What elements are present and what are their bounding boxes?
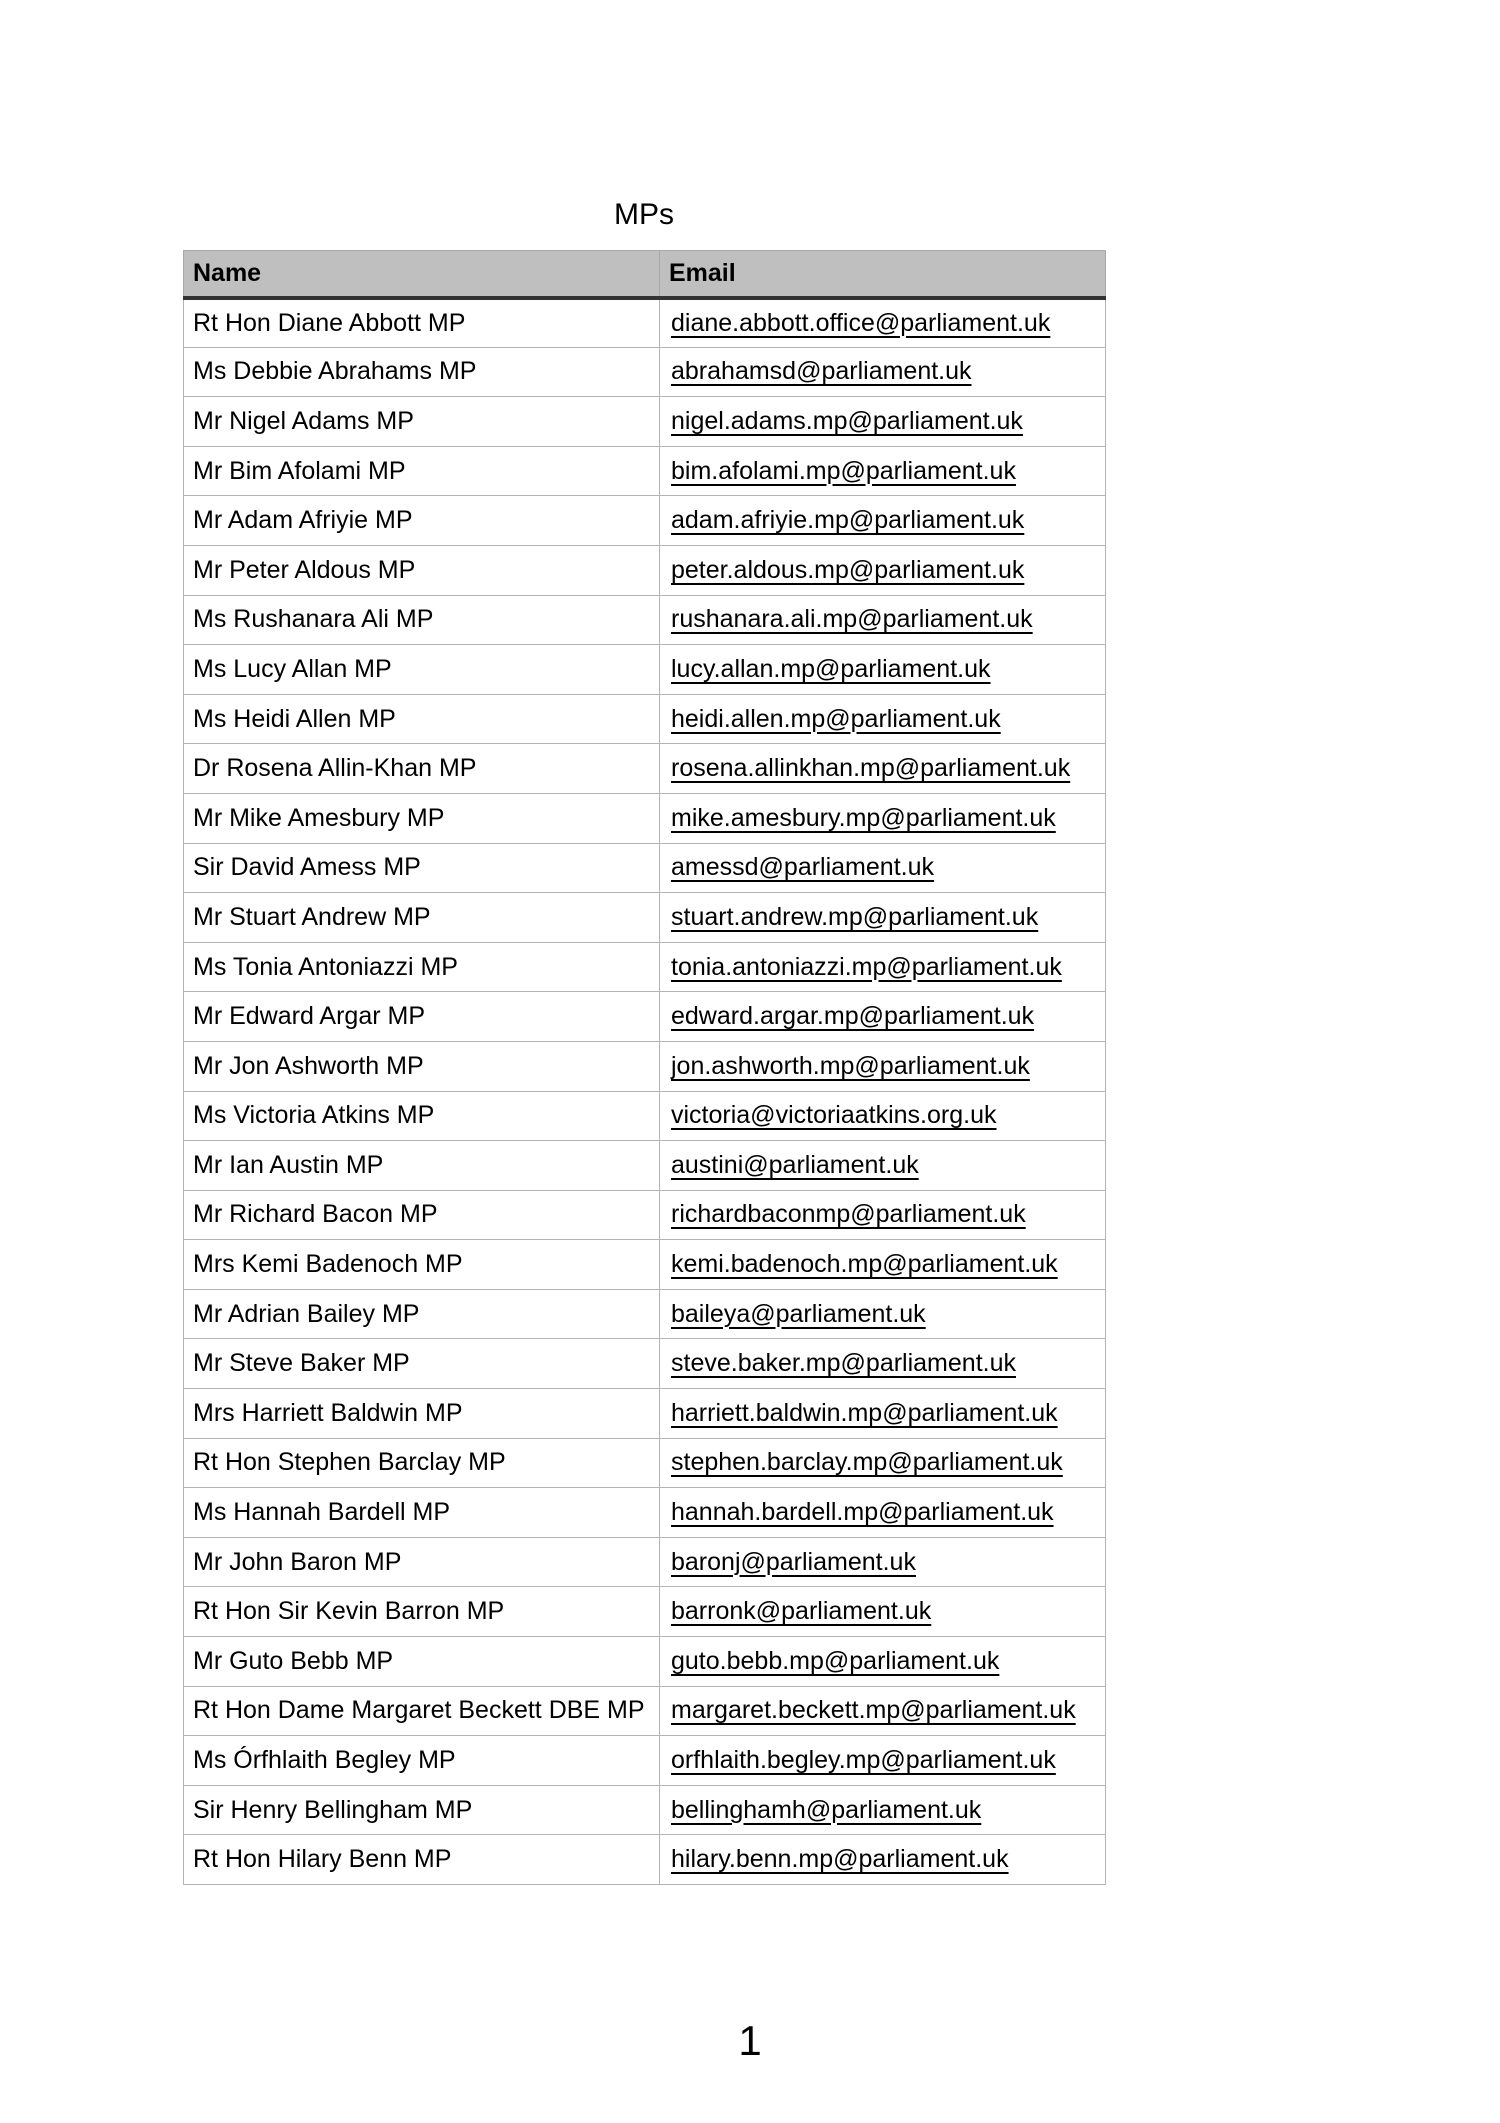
page-title: MPs bbox=[614, 198, 674, 231]
email-cell bbox=[660, 1537, 1106, 1587]
email-link[interactable]: baileya@parliament.uk bbox=[671, 1299, 926, 1328]
email-link[interactable]: adam.afriyie.mp@parliament.uk bbox=[671, 506, 1025, 535]
mp-name: Mr Richard Bacon MP bbox=[184, 1190, 660, 1240]
table-row bbox=[184, 1240, 1106, 1290]
email-link[interactable]: rosena.allinkhan.mp@parliament.uk bbox=[671, 754, 1071, 783]
table-row bbox=[184, 744, 1106, 794]
email-cell bbox=[660, 298, 1106, 348]
mp-name: Mrs Harriett Baldwin MP bbox=[184, 1389, 660, 1439]
table-row bbox=[184, 1091, 1106, 1141]
email-cell bbox=[660, 397, 1106, 447]
table-body bbox=[184, 298, 1106, 1885]
email-link[interactable]: mike.amesbury.mp@parliament.uk bbox=[671, 803, 1056, 832]
email-cell bbox=[660, 1835, 1106, 1885]
email-cell bbox=[660, 1736, 1106, 1786]
table-row bbox=[184, 1190, 1106, 1240]
email-cell bbox=[660, 694, 1106, 744]
email-link[interactable]: harriett.baldwin.mp@parliament.uk bbox=[671, 1398, 1058, 1427]
email-link[interactable]: nigel.adams.mp@parliament.uk bbox=[671, 406, 1023, 435]
table-row bbox=[184, 1289, 1106, 1339]
email-link[interactable]: austini@parliament.uk bbox=[671, 1150, 919, 1179]
mp-name: Ms Victoria Atkins MP bbox=[184, 1091, 660, 1141]
email-cell bbox=[660, 595, 1106, 645]
table-row bbox=[184, 1835, 1106, 1885]
email-cell bbox=[660, 1190, 1106, 1240]
table-row bbox=[184, 446, 1106, 496]
mp-name: Mr Edward Argar MP bbox=[184, 992, 660, 1042]
mp-name: Rt Hon Sir Kevin Barron MP bbox=[184, 1587, 660, 1637]
table-row bbox=[184, 1339, 1106, 1389]
table-row bbox=[184, 1587, 1106, 1637]
table-row bbox=[184, 843, 1106, 893]
table-row bbox=[184, 1537, 1106, 1587]
table-row bbox=[184, 397, 1106, 447]
table-row bbox=[184, 496, 1106, 546]
mp-name: Mr Mike Amesbury MP bbox=[184, 793, 660, 843]
email-cell bbox=[660, 1488, 1106, 1538]
email-link[interactable]: margaret.beckett.mp@parliament.uk bbox=[671, 1696, 1076, 1725]
mp-name: Mr Peter Aldous MP bbox=[184, 545, 660, 595]
mp-name: Ms Órfhlaith Begley MP bbox=[184, 1736, 660, 1786]
email-link[interactable]: orfhlaith.begley.mp@parliament.uk bbox=[671, 1746, 1056, 1775]
table-row bbox=[184, 1736, 1106, 1786]
table-row bbox=[184, 645, 1106, 695]
email-link[interactable]: victoria@victoriaatkins.org.uk bbox=[671, 1101, 997, 1130]
email-link[interactable]: barronk@parliament.uk bbox=[671, 1597, 932, 1626]
email-link[interactable]: guto.bebb.mp@parliament.uk bbox=[671, 1646, 1000, 1675]
email-link[interactable]: abrahamsd@parliament.uk bbox=[671, 357, 972, 386]
email-link[interactable]: lucy.allan.mp@parliament.uk bbox=[671, 654, 991, 683]
email-link[interactable]: kemi.badenoch.mp@parliament.uk bbox=[671, 1250, 1058, 1279]
table-header bbox=[184, 251, 1106, 298]
email-link[interactable]: tonia.antoniazzi.mp@parliament.uk bbox=[671, 952, 1062, 981]
mp-name: Dr Rosena Allin-Khan MP bbox=[184, 744, 660, 794]
mp-name: Ms Heidi Allen MP bbox=[184, 694, 660, 744]
mp-name: Sir Henry Bellingham MP bbox=[184, 1785, 660, 1835]
email-cell bbox=[660, 744, 1106, 794]
mp-name: Ms Debbie Abrahams MP bbox=[184, 347, 660, 397]
email-link[interactable]: amessd@parliament.uk bbox=[671, 853, 934, 882]
mp-name: Rt Hon Dame Margaret Beckett DBE MP bbox=[184, 1686, 660, 1736]
mp-name: Mr Nigel Adams MP bbox=[184, 397, 660, 447]
mp-name: Mrs Kemi Badenoch MP bbox=[184, 1240, 660, 1290]
table-row bbox=[184, 1686, 1106, 1736]
email-cell bbox=[660, 496, 1106, 546]
email-link[interactable]: bellinghamh@parliament.uk bbox=[671, 1795, 982, 1824]
email-link[interactable]: peter.aldous.mp@parliament.uk bbox=[671, 555, 1025, 584]
email-cell bbox=[660, 1637, 1106, 1687]
mp-name: Mr Adrian Bailey MP bbox=[184, 1289, 660, 1339]
email-link[interactable]: diane.abbott.office@parliament.uk bbox=[671, 308, 1051, 337]
email-link[interactable]: heidi.allen.mp@parliament.uk bbox=[671, 704, 1001, 733]
table-row bbox=[184, 595, 1106, 645]
email-cell bbox=[660, 1141, 1106, 1191]
email-link[interactable]: bim.afolami.mp@parliament.uk bbox=[671, 456, 1016, 485]
column-header-name: Name bbox=[184, 251, 660, 298]
column-header-email: Email bbox=[660, 251, 1106, 298]
email-cell bbox=[660, 1438, 1106, 1488]
email-cell bbox=[660, 347, 1106, 397]
mp-name: Mr Ian Austin MP bbox=[184, 1141, 660, 1191]
table-row bbox=[184, 1488, 1106, 1538]
table-row bbox=[184, 1041, 1106, 1091]
mp-name: Mr Adam Afriyie MP bbox=[184, 496, 660, 546]
email-cell bbox=[660, 992, 1106, 1042]
mp-name: Mr John Baron MP bbox=[184, 1537, 660, 1587]
table-row bbox=[184, 545, 1106, 595]
email-link[interactable]: baronj@parliament.uk bbox=[671, 1547, 916, 1576]
email-cell bbox=[660, 545, 1106, 595]
email-cell bbox=[660, 1041, 1106, 1091]
mp-name: Mr Bim Afolami MP bbox=[184, 446, 660, 496]
table-row bbox=[184, 1141, 1106, 1191]
email-cell bbox=[660, 793, 1106, 843]
mp-name: Sir David Amess MP bbox=[184, 843, 660, 893]
email-cell bbox=[660, 446, 1106, 496]
table-row bbox=[184, 694, 1106, 744]
mp-name: Mr Guto Bebb MP bbox=[184, 1637, 660, 1687]
mp-name: Rt Hon Hilary Benn MP bbox=[184, 1835, 660, 1885]
mp-name: Ms Rushanara Ali MP bbox=[184, 595, 660, 645]
table-row bbox=[184, 893, 1106, 943]
table-row bbox=[184, 1438, 1106, 1488]
mp-name: Ms Hannah Bardell MP bbox=[184, 1488, 660, 1538]
email-link[interactable]: stephen.barclay.mp@parliament.uk bbox=[671, 1448, 1063, 1477]
mp-name: Ms Lucy Allan MP bbox=[184, 645, 660, 695]
table-row bbox=[184, 298, 1106, 348]
page-number: 1 bbox=[738, 2017, 762, 2064]
email-link[interactable]: jon.ashworth.mp@parliament.uk bbox=[671, 1051, 1030, 1080]
email-cell bbox=[660, 645, 1106, 695]
email-cell bbox=[660, 1289, 1106, 1339]
mp-name: Rt Hon Diane Abbott MP bbox=[184, 298, 660, 348]
email-cell bbox=[660, 1785, 1106, 1835]
email-cell bbox=[660, 1339, 1106, 1389]
mp-name: Mr Stuart Andrew MP bbox=[184, 893, 660, 943]
table-row bbox=[184, 1785, 1106, 1835]
email-cell bbox=[660, 1587, 1106, 1637]
email-cell bbox=[660, 1686, 1106, 1736]
header-row bbox=[184, 251, 1106, 298]
email-link[interactable]: rushanara.ali.mp@parliament.uk bbox=[671, 605, 1033, 634]
mp-name: Mr Steve Baker MP bbox=[184, 1339, 660, 1389]
email-link[interactable]: stuart.andrew.mp@parliament.uk bbox=[671, 902, 1039, 931]
email-cell bbox=[660, 1091, 1106, 1141]
table-row bbox=[184, 347, 1106, 397]
table-row bbox=[184, 992, 1106, 1042]
email-cell bbox=[660, 942, 1106, 992]
email-link[interactable]: steve.baker.mp@parliament.uk bbox=[671, 1349, 1016, 1378]
email-link[interactable]: edward.argar.mp@parliament.uk bbox=[671, 1002, 1035, 1031]
email-cell bbox=[660, 843, 1106, 893]
email-link[interactable]: richardbaconmp@parliament.uk bbox=[671, 1200, 1026, 1229]
mp-name: Ms Tonia Antoniazzi MP bbox=[184, 942, 660, 992]
mp-name: Mr Jon Ashworth MP bbox=[184, 1041, 660, 1091]
email-cell bbox=[660, 1240, 1106, 1290]
email-link[interactable]: hilary.benn.mp@parliament.uk bbox=[671, 1845, 1009, 1874]
mp-name: Rt Hon Stephen Barclay MP bbox=[184, 1438, 660, 1488]
table-row bbox=[184, 1389, 1106, 1439]
table-row bbox=[184, 942, 1106, 992]
email-cell bbox=[660, 893, 1106, 943]
email-cell bbox=[660, 1389, 1106, 1439]
table-row bbox=[184, 793, 1106, 843]
mps-table bbox=[183, 250, 1106, 1885]
table-row bbox=[184, 1637, 1106, 1687]
email-link[interactable]: hannah.bardell.mp@parliament.uk bbox=[671, 1498, 1054, 1527]
